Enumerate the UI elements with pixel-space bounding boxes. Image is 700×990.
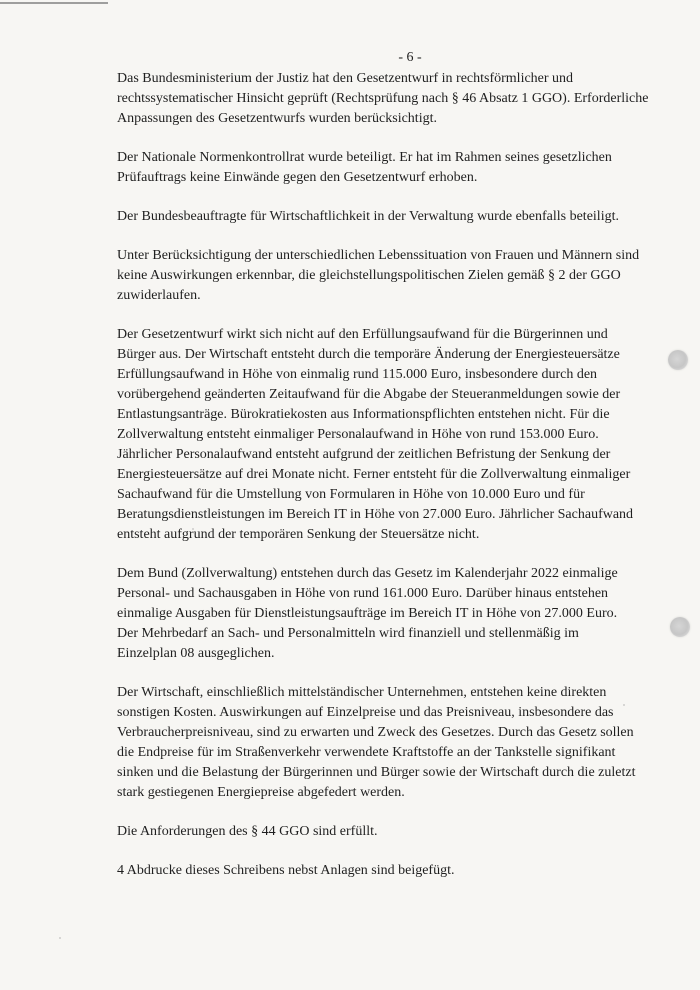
text-line: Zollverwaltung entsteht einmaliger Personalaufwand in Höhe von rund 153.000 Euro. [117, 427, 599, 442]
text-line: Der Nationale Normenkontrollrat wurde beteiligt. Er hat im Rahmen seines gesetzlichen [117, 150, 612, 165]
text-line: Einzelplan 08 ausgeglichen. [117, 646, 275, 661]
text-line: sinken und die Belastung der Bürgerinnen und Bürger sowie der Wirtschaft durch die zuletzt [117, 765, 636, 780]
text-line: Das Bundesministerium der Justiz hat den Gesetzentwurf in rechtsförmlicher und [117, 71, 574, 86]
paragraph-bundesbeauftragte [117, 207, 637, 227]
text-line: Verbraucherpreisniveau, sind zu erwarten und Zweck des Gesetzes. Durch das Gesetz sollen [117, 725, 634, 740]
text-line: Der Gesetzentwurf wirkt sich nicht auf den Erfüllungsaufwand für die Bürgerinnen und [117, 327, 608, 342]
text-line: Der Wirtschaft, einschließlich mittelständischer Unternehmen, entstehen keine direkten [117, 685, 607, 700]
text-line: Energiesteuersätze auf drei Monate nicht. Ferner entsteht für die Zollverwaltung einmaliger [117, 467, 631, 482]
text-line: einmalige Ausgaben für Dienstleistungsaufträge im Bereich IT in Höhe von 27.000 Euro. [117, 606, 618, 621]
paragraph-legal-review [117, 69, 649, 129]
text-line: Erfüllungsaufwand in Höhe von einmalig rund 115.000 Euro, insbesondere durch den [117, 367, 598, 382]
text-line: 4 Abdrucke dieses Schreibens nebst Anlagen sind beigefügt. [117, 863, 455, 878]
text-line: Beratungsdienstleistungen im Bereich IT in Höhe von 27.000 Euro. Jährlicher Sachaufwand [117, 507, 634, 522]
punch-hole-bottom [670, 617, 690, 637]
text-line: Anpassungen des Gesetzentwurfs wurden berücksichtigt. [117, 111, 437, 126]
paragraph-gleichstellung [117, 246, 640, 306]
text-line: Prüfauftrags keine Einwände gegen den Gesetzentwurf erhoben. [117, 170, 478, 185]
text-line: Unter Berücksichtigung der unterschiedlichen Lebenssituation von Frauen und Männern sind [117, 248, 640, 263]
scan-speck [192, 528, 194, 530]
scan-speck [246, 176, 248, 178]
text-line: vorübergehend geänderten Zeitaufwand für die Abgabe der Steueranmeldungen sowie der [117, 387, 621, 402]
text-line: Personal- und Sachausgaben in Höhe von rund 161.000 Euro. Darüber hinaus entstehen [117, 586, 609, 601]
punch-hole-top [668, 350, 688, 370]
text-line: sonstigen Kosten. Auswirkungen auf Einzelpreise und das Preisniveau, insbesondere das [117, 705, 614, 720]
page-number: - 6 - [398, 50, 422, 65]
paragraph-anforderungen [117, 822, 637, 842]
text-line: Bürger aus. Der Wirtschaft entsteht durch die temporäre Änderung der Energiesteuersätze [117, 347, 620, 362]
text-line: stark gestiegenen Energiepreise abgefedert werden. [117, 785, 405, 800]
document-body [117, 69, 649, 900]
text-line: Entlastungsanträge. Bürokratiekosten aus Informationspflichten entstehen nicht. Für die [117, 407, 610, 422]
paragraph-normenkontrollrat [117, 148, 637, 188]
text-line: keine Auswirkungen erkennbar, die gleichstellungspolitischen Zielen gemäß § 2 der GGO [117, 268, 621, 283]
text-line: zuwiderlaufen. [117, 288, 201, 303]
scan-speck [59, 937, 61, 939]
paragraph-erfuellungsaufwand [117, 325, 637, 545]
text-line: Dem Bund (Zollverwaltung) entstehen durch das Gesetz im Kalenderjahr 2022 einmalige [117, 566, 618, 581]
text-line: Die Anforderungen des § 44 GGO sind erfüllt. [117, 824, 378, 839]
paragraph-wirtschaft-kosten [117, 683, 637, 803]
text-line: entsteht aufgrund der temporären Senkung der Steuersätze nicht. [117, 527, 480, 542]
paragraph-abdrucke [117, 861, 637, 881]
text-line: Sachaufwand für die Umstellung von Formularen in Höhe von 10.000 Euro und für [117, 487, 585, 502]
top-rule [0, 2, 108, 4]
paragraph-bund-ausgaben [117, 564, 637, 664]
text-line: Der Bundesbeauftragte für Wirtschaftlichkeit in der Verwaltung wurde ebenfalls beteiligt. [117, 209, 619, 224]
text-line: Der Mehrbedarf an Sach- und Personalmitteln wird finanziell und stellenmäßig im [117, 626, 579, 641]
scan-speck [623, 704, 625, 706]
text-line: rechtssystematischer Hinsicht geprüft (Rechtsprüfung nach § 46 Absatz 1 GGO). Erforderliche [117, 91, 649, 106]
text-line: die Endpreise für im Straßenverkehr verwendete Kraftstoffe an der Tankstelle signifikant [117, 745, 616, 760]
text-line: Jährlicher Personalaufwand entsteht aufgrund der zeitlichen Befristung der Senkung der [117, 447, 611, 462]
